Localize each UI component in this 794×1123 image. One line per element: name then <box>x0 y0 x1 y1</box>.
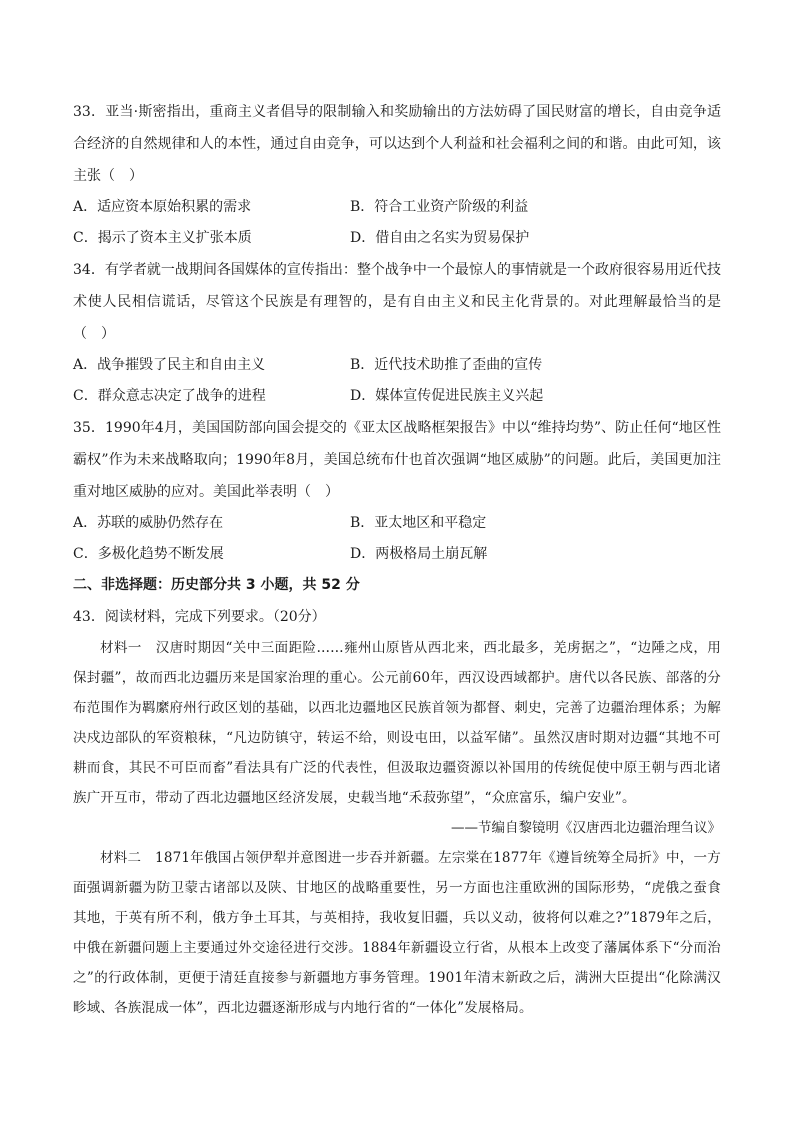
question-35-stem: 35．1990年4月，美国国防部向国会提交的《亚太区战略框架报告》中以“维持均势”、防止任何“地区性霸权”作为未来战略取向；1990年8月，美国总统布什也首次强调“地区威胁”的问题。此后，美国更加注重对地区威胁的应对。美国此举表明（ ） <box>73 420 721 500</box>
question-34-options-row-2 <box>73 381 721 412</box>
q35-option-c[interactable]: C．多极化趋势不断发展 <box>73 546 224 562</box>
q35-option-d[interactable]: D．两极格局土崩瓦解 <box>350 546 488 562</box>
q34-option-c[interactable]: C．群众意志决定了战争的进程 <box>73 388 266 404</box>
section-heading: 二、非选择题：历史部分共 3 小题，共 52 分 <box>73 577 360 593</box>
question-43-stem: 43．阅读材料，完成下列要求。（20分） <box>73 609 326 625</box>
q34-option-b[interactable]: B．近代技术助推了歪曲的宣传 <box>350 357 543 373</box>
question-33-options-row-2 <box>73 223 721 254</box>
q33-option-c[interactable]: C．揭示了资本主义扩张本质 <box>73 230 252 246</box>
q35-option-b[interactable]: B．亚太地区和平稳定 <box>350 515 487 531</box>
q34-option-a[interactable]: A．战争摧毁了民主和自由主义 <box>73 357 266 373</box>
material-1: 材料一 汉唐时期因“关中三面距险……雍州山原皆从西北来，西北最多，羌虏据之”，“边陲之戍，用保封疆”，故而西北边疆历来是国家治理的重心。公元前60年，西汉设西域都护。唐代以各民族、部落的分布范围作为羁縻府州行政区划的基础，以西北边疆地区民族首领为都督、刺史，完善了边疆治理体系；为解决戍边部队的军资粮秣，“凡边防镇守，转运不给，则设屯田，以益军储”。虽然汉唐时期对边疆“其地不可耕而食，其民不可臣而畜”看法具有广泛的代表性，但汲取边疆资源以补国用的传统促使中原王朝与西北诸族广开互市，带动了西北边疆地区经济发展，史载当地“禾菽弥望”，“众庶富乐，编户安业”。 <box>73 640 721 806</box>
material-1-source: ——节编自黎镜明《汉唐西北边疆治理刍议》 <box>451 820 721 836</box>
question-34-stem: 34．有学者就一战期间各国媒体的宣传指出：整个战争中一个最惊人的事情就是一个政府很容易用近代技术使人民相信谎话，尽管这个民族是有理智的，是有自由主义和民主化背景的。对此理解最恰当的是（ ） <box>73 262 721 342</box>
question-35-options-row-1 <box>73 508 721 539</box>
question-35-options-row-2 <box>73 539 721 570</box>
q35-option-a[interactable]: A．苏联的威胁仍然存在 <box>73 515 224 531</box>
exam-page <box>73 96 721 1023</box>
question-34-options-row-1 <box>73 350 721 381</box>
q33-option-b[interactable]: B．符合工业资产阶级的利益 <box>350 199 529 215</box>
q33-option-a[interactable]: A．适应资本原始积累的需求 <box>73 199 252 215</box>
q33-option-d[interactable]: D．借自由之名实为贸易保护 <box>350 230 530 246</box>
material-2: 材料二 1871年俄国占领伊犁并意图进一步吞并新疆。左宗棠在1877年《遵旨统筹全局折》中，一方面强调新疆为防卫蒙古诸部以及陕、甘地区的战略重要性，另一方面也注重欧洲的国际形势，“虎俄之蚕食其地，于英有所不利，俄方争土耳其，与英相持，我收复旧疆，兵以义动，彼将何以难之?”1879年之后，中俄在新疆问题上主要通过外交途径进行交涉。1884年新疆设立行省，从根本上改变了藩属体系下“分而治之”的行政体制，更便于清廷直接参与新疆地方事务管理。1901年清末新政之后，满洲大臣提出“化除满汉畛域、各族混成一体”，西北边疆逐渐形成与内地行省的“一体化”发展格局。 <box>73 850 721 1016</box>
question-33-options-row-1 <box>73 192 721 223</box>
question-33-stem: 33．亚当·斯密指出，重商主义者倡导的限制输入和奖励输出的方法妨碍了国民财富的增长，自由竞争适合经济的自然规律和人的本性，通过自由竞争，可以达到个人利益和社会福利之间的和谐。由此可知，该主张（ ） <box>73 104 721 184</box>
q34-option-d[interactable]: D．媒体宣传促进民族主义兴起 <box>350 388 544 404</box>
